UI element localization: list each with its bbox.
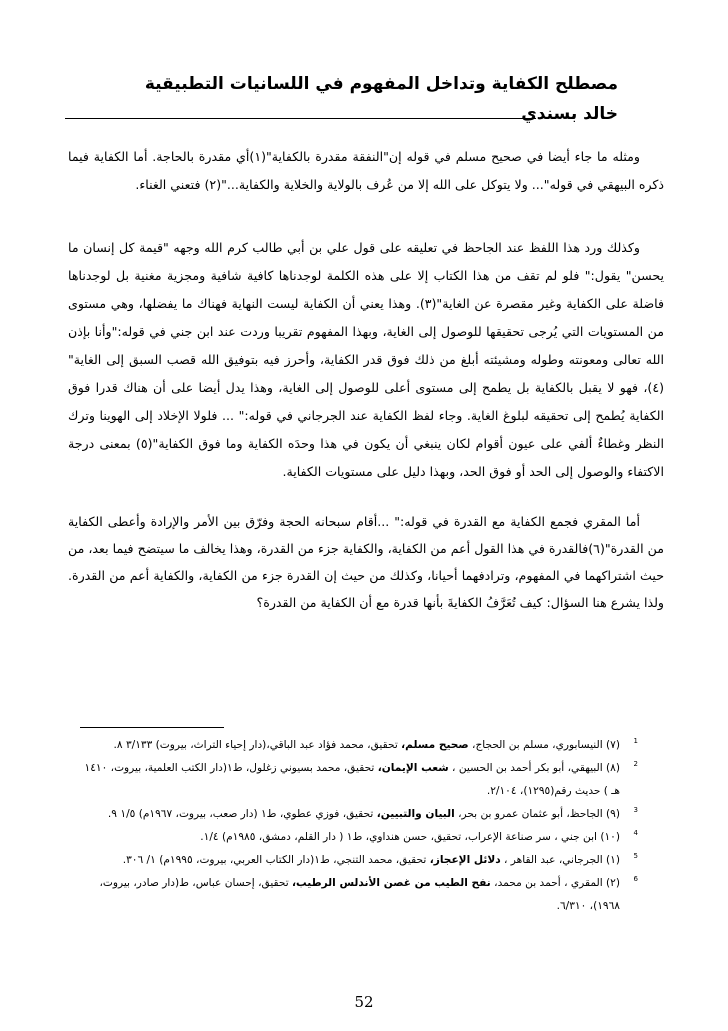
footnotes (78, 734, 638, 918)
footnote-book-title: البيان والتبيين، (376, 808, 455, 820)
footnote-author: (١٠) ابن جني ، سر صناعة الإعراب، تحقيق، حسن هنداوي، ط١ ( دار القلم، دمشق، ١٩٨٥م) ١/٤. (200, 831, 620, 843)
running-title: مصطلح الكفاية وتداخل المفهوم في اللسانيات التطبيقية (144, 74, 618, 94)
footnote-book-title: صحيح مسلم، (401, 739, 469, 751)
footnote (78, 757, 638, 803)
footnote-number: 6 (633, 875, 638, 883)
author-name: خالد بسندي (521, 104, 618, 124)
footnote-author: (٨) البيهقي، أبو بكر أحمد بن الحسين ، (448, 762, 620, 774)
footnote-author: (١) الجرجاني، عبد القاهر ، (500, 854, 620, 866)
paragraph-1-text: ومثله ما جاء أيضا في صحيح مسلم في قوله إن"النفقة مقدرة بالكفاية"(١)أي مقدرة بالحاجة. أما الكفاية فيما ذكره البيهقي في قوله"... ولا يتوكل على الله إلا من عُرف بالولاية والخلاية والكفاية..."(٢) فتعني الغناء. (68, 149, 664, 192)
footnote-author: (٧) النيسابوري، مسلم بن الحجاج، (468, 739, 620, 751)
paragraph-2 (68, 234, 664, 486)
footnote-book-title: نفح الطيب من غصن الأندلس الرطيب، (292, 877, 491, 889)
footnote-details: تحقيق، فوزي عطوي، ط١ (دار صعب، بيروت، ١٩٦٧م) ١/٥ ٩. (107, 808, 377, 820)
footnote (78, 803, 638, 826)
paragraph-2-text: وكذلك ورد هذا اللفظ عند الجاحظ في تعليقه على قول علي بن أبي طالب كرم الله وجهه "قيمة كل إنسان ما يحسن" يقول:" فلو لم تقف من هذا الكتاب إلا على هذه الكلمة لوجدناها كافية شافية ومجزية مغنية بل لوجدناها فاضلة على الكفاية وغير مقصرة عن الغاية"(٣). وهذا يعني أن الكفاية ليست النهاية فهناك ما يفضلها، وهي مستوى من المستويات التي يُرجى تحقيقها للوصول إلى الغاية، وبهذا المفهوم تقريبا وردت عند ابن جني في قوله:"وأنا بإذن الله تعالى ومعونته وطوله ومشيئته أبلغ من ذلك فوق قدر الكفاية، وأحرز فيه بتوفيق الله قصب السبق إلى الغاية"(٤)، فهو لا يقبل بالكفاية بل يطمح إلى مستوى أعلى للوصول إلى الغاية، وهذا يدل أيضا على أن هناك قدرا فوق الكفاية يُطمح إلى تحقيقه لبلوغ الغاية. وجاء لفظ الكفاية عند الجرجاني في قوله:" ... فلولا الإخلاد إلى الهوينا وترك النظر وغطاءٌ ألفي على عيون أقوام لكان ينبغي أن يكون في هذا وحدَه الكفاية وما فوق الكفاية"(٥) بمعنى درجة الاكتفاء والوصول إلى الحد أو فوق الحد، وبهذا دليل على مستويات الكفاية. (68, 240, 664, 479)
footnote (78, 849, 638, 872)
footnote-number: 4 (633, 829, 638, 837)
footnote-number: 1 (633, 737, 638, 745)
footnote-book-title: شعب الإيمان، (377, 762, 449, 774)
header-rule (65, 118, 536, 119)
footnote (78, 734, 638, 757)
footnote-number: 3 (633, 806, 638, 814)
footnote-number: 2 (633, 760, 638, 768)
footnote-author: (٢) المقري ، أحمد بن محمد، (490, 877, 620, 889)
footnote-author: (٩) الجاحظ، أبو عثمان عمرو بن بحر، (454, 808, 620, 820)
footnote-number: 5 (633, 852, 638, 860)
footnote (78, 872, 638, 918)
footnote-book-title: دلائل الإعجاز، (429, 854, 501, 866)
paragraph-3 (68, 508, 664, 616)
footnote-rule (80, 727, 224, 728)
footnote-details: تحقيق، محمد بسيوني زغلول، ط١(دار الكتب العلمية، بيروت، ١٤١٠ هـ ) حديث رقم(١٢٩٥)، ٢/١٠٤. (84, 762, 620, 797)
paragraph-3-text: أما المقري فجمع الكفاية مع القدرة في قوله:" ...أقام سبحانه الحجة وفرّق بين الأمر والإرادة وأعطى الكفاية من القدرة"(٦)فالقدرة في هذا القول أعم من الكفاية، والكفاية جزء من القدرة، وهذا يخالف ما سيتضح فيما بعد، من حيث اشتراكهما في المفهوم، وترادفهما أحيانا، وكذلك من حيث إن القدرة جزء من الكفاية، والكفاية أعم من القدرة. ولذا يشرع هنا السؤال: كيف تُعَرَّفُ الكفايةَ بأنها قدرة مع أن الكفاية من القدرة؟ (68, 514, 664, 610)
footnote-details: تحقيق، إحسان عباس، ط(دار صادر، بيروت، ١٩٦٨)، ٦/٣١٠. (99, 877, 620, 912)
footnote (78, 826, 638, 849)
paragraph-1 (68, 143, 664, 199)
footnote-details: تحقيق، محمد التنجي، ط١(دار الكتاب العربي، بيروت، ١٩٩٥م) ١/ ٣٠٦. (122, 854, 430, 866)
page-number: 52 (354, 993, 374, 1011)
footnote-details: تحقيق، محمد فؤاد عبد الباقي،(دار إحياء التراث، بيروت) ٣/١٣٣ ٨. (113, 739, 402, 751)
